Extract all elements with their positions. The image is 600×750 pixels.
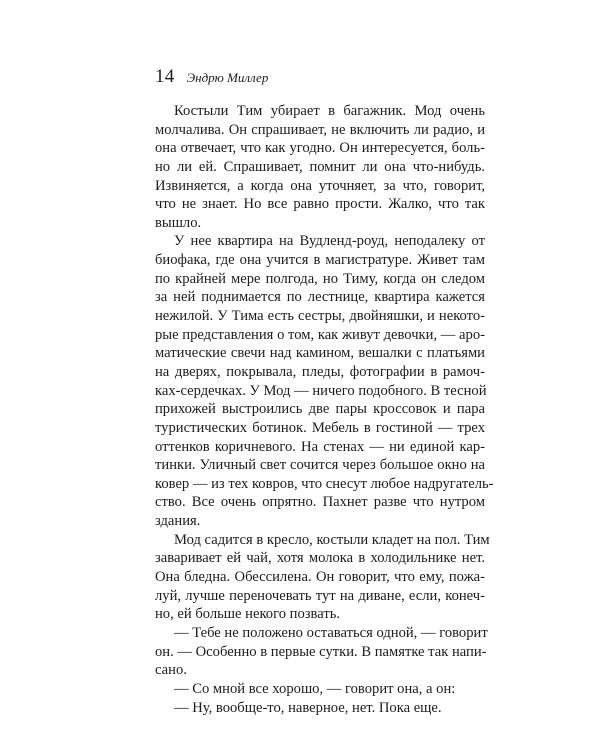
text-line: оттенков коричневого. На стенах — ни единой кар- [155,438,485,455]
text-line: Костыли Тим убирает в багажник. Мод очень [174,103,485,119]
text-line: ках-сердечках. У Мод — ничего подобного. В тесной [155,382,487,399]
page-number: 14 [155,66,175,87]
text-line: ковер — из тех ковров, что снесут любое надругатель- [155,475,494,492]
text-line: Извиняется, а когда она уточняет, за что, говорит, [155,177,485,194]
text-line: Она бледна. Обессилена. Он говорит, что ему, пожа- [155,569,485,586]
text-line: туристических ботинок. Мебель в гостиной — трех [155,419,485,436]
text-line: — Ну, вообще-то, наверное, нет. Пока еще. [174,699,442,716]
text-line: сано. [155,662,187,679]
text-line: здания. [155,513,201,530]
text-line: заваривает ей чай, хотя молока в холодильнике нет. [155,550,485,567]
body-text [155,102,494,717]
text-line: ство. Все очень опрятно. Пахнет разве что нутром [155,494,485,511]
running-head-author: Эндрю Миллер [186,70,269,85]
running-head [155,66,268,88]
text-line: тинки. Уличный свет сочится через большое окно на [155,457,485,474]
text-line: — Со мной все хорошо, — говорит она, а он: [174,680,456,697]
text-line: за ней поднимается по лестнице, квартира кажется [155,289,485,306]
text-line: по крайней мере полгода, но Тиму, когда он следом [155,270,485,287]
text-line: но, ей больше некого позвать. [155,606,341,623]
text-line: на дверях, покрывала, пледы, фотографии в рамоч- [155,363,485,380]
text-line: что не знает. Но все равно прости. Жалко, что так [155,196,485,213]
text-line: но ли ей. Спрашивает, помнит ли она что-нибудь. [155,158,485,175]
text-line: молчалива. Он спрашивает, не включить ли радио, и [155,121,485,138]
text-line: биофака, где она учится в магистратуре. Живет там [155,252,485,269]
text-line: вышло. [155,214,202,231]
text-line: она отвечает, что как угодно. Он интересуется, боль- [155,140,485,157]
text-line: матические свечи над камином, вешалки с платьями [155,345,485,362]
text-line: Мод садится в кресло, костыли кладет на пол. Тим [174,531,490,548]
text-line: он. — Особенно в первые сутки. В памятке так напи- [155,643,487,660]
text-line: прихожей выстроились две пары кроссовок и пара [155,401,485,418]
text-line: рые представления о том, как живут девочки, — аро- [155,326,485,343]
text-line: У нее квартира на Вудленд-роуд, неподалеку от [174,233,485,250]
text-line: — Тебе не положено оставаться одной, — говорит [174,624,488,641]
text-line: луй, лучше переночевать тут на диване, если, конеч- [155,587,485,604]
text-line: нежилой. У Тима есть сестры, двойняшки, и некото- [155,308,485,325]
